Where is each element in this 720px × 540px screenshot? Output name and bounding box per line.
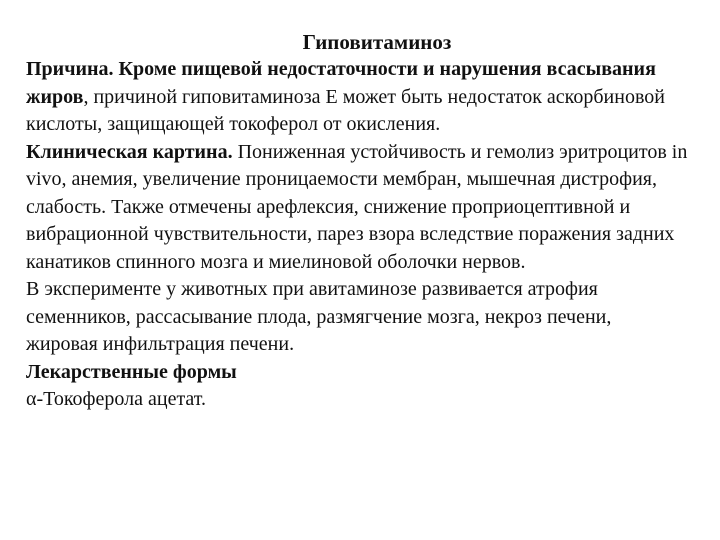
forms-heading: Лекарственные формы (26, 360, 237, 383)
cause-bold-lead: Кроме пищевой недостаточности и нарушения всасывания жиров (26, 58, 656, 108)
cause-label: Причина. (26, 58, 114, 80)
clinical-label: Клиническая картина. (26, 140, 233, 163)
experiment-text: В эксперименте у животных при авитаминозе развивается атрофия семенников, рассасывание плода, размягчение мозга, некроз печени, жировая инфильтрация печени. (26, 278, 612, 355)
forms-text: α-Токоферола ацетат. (26, 388, 207, 410)
clinical-paragraph (26, 139, 688, 277)
cause-text: , причиной гиповитаминоза Е может быть недостаток аскорбиновой кислоты, защищающей токоферол от окисления. (26, 85, 665, 135)
cause-paragraph (26, 56, 688, 139)
slide-title: Гиповитаминоз (302, 30, 452, 54)
experiment-paragraph (26, 276, 688, 359)
clinical-text: Пониженная устойчивость и гемолиз эритроцитов in vivo, анемия, увеличение проницаемости мембран, мышечная дистрофия, слабость. Также отмечены арефлексия, снижение проприоцептивной и вибрационной чувствительности, парез взора вследствие поражения задних канатиков спинного мозга и миелиновой оболочки нервов. (26, 140, 688, 273)
